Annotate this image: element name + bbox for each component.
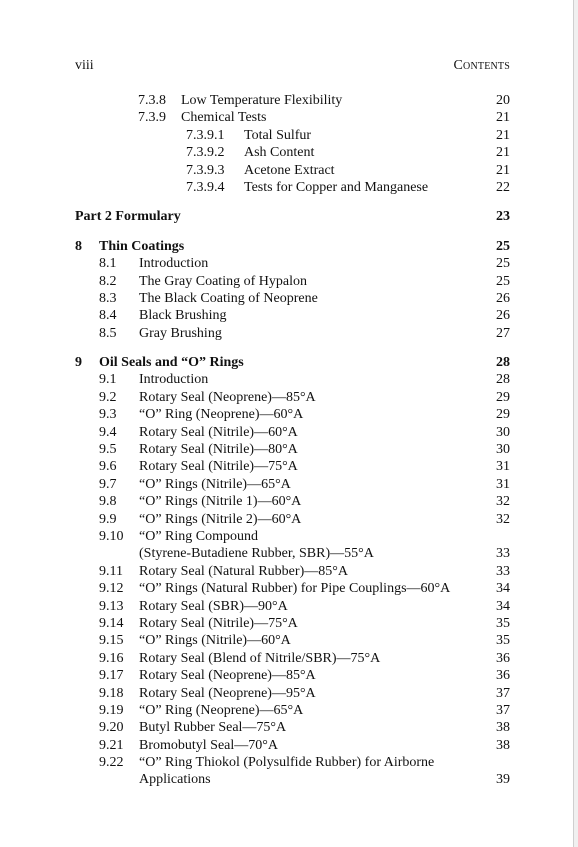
toc-entry (0, 255, 573, 272)
toc-entry (0, 441, 573, 458)
toc-entry (0, 632, 573, 649)
toc-entry-title: The Gray Coating of Hypalon (139, 273, 307, 289)
toc-entry-page: 34 (496, 598, 510, 614)
toc-entry-title: (Styrene-Butadiene Rubber, SBR)—55°A (139, 546, 374, 562)
toc-chapter9-sections (0, 371, 573, 788)
toc-entry (0, 598, 573, 615)
toc-entry-title: Chemical Tests (181, 110, 267, 126)
toc-entry (0, 650, 573, 667)
toc-entry (0, 545, 573, 562)
toc-entry-page: 36 (496, 668, 510, 684)
toc-entry (0, 371, 573, 388)
toc-entry (0, 325, 573, 342)
toc-entry-number: 7.3.9 (138, 110, 166, 126)
toc-entry-page: 33 (496, 563, 510, 579)
toc-entry (0, 290, 573, 307)
toc-entry-number: 8.1 (99, 256, 117, 272)
toc-chapter-heading (0, 354, 573, 371)
toc-entry-number: 9.16 (99, 650, 124, 666)
toc-entry-page: 28 (496, 372, 510, 388)
toc-entry (0, 162, 573, 179)
toc-entry-title: Applications (139, 772, 211, 788)
toc-entry-page: 34 (496, 581, 510, 597)
toc-entry-title: The Black Coating of Neoprene (139, 290, 318, 306)
toc-entry-title: Rotary Seal (Neoprene)—95°A (139, 685, 316, 701)
toc-entry (0, 737, 573, 754)
toc-entry-number: 9.8 (99, 494, 117, 510)
toc-entry-page: 39 (496, 772, 510, 788)
table-of-contents (0, 92, 573, 789)
toc-entry-title: Tests for Copper and Manganese (244, 179, 429, 195)
toc-top-entries (0, 92, 573, 196)
toc-entry (0, 685, 573, 702)
toc-chapter-page: 28 (496, 355, 510, 371)
toc-entry-page: 36 (496, 650, 510, 666)
toc-entry-number: 9.4 (99, 424, 117, 440)
toc-entry-title: Black Brushing (139, 308, 227, 324)
toc-entry-number: 7.3.9.1 (186, 127, 225, 143)
toc-entry-page: 25 (496, 273, 510, 289)
toc-entry-title: Rotary Seal (SBR)—90°A (139, 598, 288, 614)
toc-entry (0, 179, 573, 196)
running-title: Contents (453, 58, 510, 73)
toc-entry-title: Gray Brushing (139, 325, 222, 341)
toc-entry-page: 30 (496, 424, 510, 440)
toc-entry-number: 7.3.9.3 (186, 162, 225, 178)
toc-part-title: Part 2 Formulary (75, 209, 181, 225)
toc-entry-page: 27 (496, 325, 510, 341)
toc-entry-page: 33 (496, 546, 510, 562)
toc-entry (0, 493, 573, 510)
toc-entry (0, 667, 573, 684)
toc-entry-page: 37 (496, 685, 510, 701)
toc-entry-number: 9.6 (99, 459, 117, 475)
toc-entry (0, 511, 573, 528)
toc-entry-title: “O” Rings (Nitrile)—65°A (139, 476, 291, 492)
toc-entry (0, 563, 573, 580)
toc-entry-page: 37 (496, 702, 510, 718)
toc-entry-number: 9.19 (99, 702, 124, 718)
toc-entry (0, 719, 573, 736)
toc-entry-number: 8.3 (99, 290, 117, 306)
toc-entry-number: 9.11 (99, 563, 123, 579)
toc-entry-number: 9.3 (99, 407, 117, 423)
toc-entry-page: 29 (496, 407, 510, 423)
toc-entry (0, 127, 573, 144)
toc-entry (0, 307, 573, 324)
toc-entry-number: 9.15 (99, 633, 124, 649)
toc-entry-number: 9.13 (99, 598, 124, 614)
toc-entry-number: 9.9 (99, 511, 117, 527)
toc-entry (0, 424, 573, 441)
toc-entry-title: Introduction (139, 256, 209, 272)
toc-entry-title: Low Temperature Flexibility (181, 93, 343, 108)
toc-entry-title: Rotary Seal (Natural Rubber)—85°A (139, 563, 348, 579)
toc-entry-title: Rotary Seal (Neoprene)—85°A (139, 389, 316, 405)
toc-chapter-number: 8 (75, 238, 82, 254)
toc-entry (0, 754, 573, 771)
toc-entry-number: 9.21 (99, 737, 124, 753)
toc-entry (0, 528, 573, 545)
toc-entry-number: 8.4 (99, 308, 117, 324)
toc-entry-title: Rotary Seal (Nitrile)—80°A (139, 442, 298, 458)
toc-entry-number: 7.3.8 (138, 93, 166, 108)
toc-entry-page: 21 (496, 162, 510, 178)
toc-entry-title: “O” Ring Compound (139, 528, 258, 544)
toc-entry-page: 29 (496, 389, 510, 405)
toc-entry-page: 35 (496, 633, 510, 649)
toc-entry (0, 144, 573, 161)
toc-entry-page: 38 (496, 720, 510, 736)
toc-entry (0, 273, 573, 290)
toc-chapter-number: 9 (75, 355, 82, 371)
toc-entry (0, 615, 573, 632)
toc-entry-title: Rotary Seal (Neoprene)—85°A (139, 668, 316, 684)
toc-entry-number: 9.17 (99, 668, 124, 684)
toc-entry-title: “O” Rings (Nitrile)—60°A (139, 633, 291, 649)
toc-entry (0, 92, 573, 109)
toc-chapter-heading (0, 238, 573, 255)
toc-entry-title: “O” Ring (Neoprene)—65°A (139, 702, 304, 718)
toc-entry (0, 406, 573, 423)
toc-entry-title: Rotary Seal (Nitrile)—75°A (139, 615, 298, 631)
toc-entry (0, 476, 573, 493)
toc-entry-page: 20 (496, 93, 510, 108)
toc-entry-page: 21 (496, 127, 510, 143)
toc-entry-title: Introduction (139, 372, 209, 388)
toc-entry-page: 35 (496, 615, 510, 631)
toc-entry-page: 26 (496, 308, 510, 324)
toc-entry-page: 25 (496, 256, 510, 272)
toc-entry-number: 9.18 (99, 685, 124, 701)
toc-entry-title: Butyl Rubber Seal—75°A (139, 720, 287, 736)
toc-entry (0, 109, 573, 126)
toc-entry (0, 580, 573, 597)
toc-entry (0, 702, 573, 719)
toc-entry-title: Total Sulfur (244, 127, 312, 143)
toc-entry-title: “O” Ring Thiokol (Polysulfide Rubber) for Airborne (139, 755, 435, 771)
toc-chapter-page: 25 (496, 238, 510, 254)
toc-entry-number: 9.5 (99, 442, 117, 458)
toc-entry-number: 9.1 (99, 372, 117, 388)
toc-entry-number: 9.10 (99, 528, 124, 544)
toc-entry-number: 8.5 (99, 325, 117, 341)
toc-entry-number: 9.7 (99, 476, 117, 492)
toc-entry-page: 21 (496, 110, 510, 126)
toc-entry-title: Rotary Seal (Nitrile)—60°A (139, 424, 298, 440)
toc-entry-page: 21 (496, 145, 510, 161)
toc-entry-page: 22 (496, 179, 510, 195)
toc-entry-title: Ash Content (244, 145, 315, 161)
toc-entry-title: Rotary Seal (Nitrile)—75°A (139, 459, 298, 475)
toc-entry-number: 9.20 (99, 720, 124, 736)
toc-entry (0, 458, 573, 475)
toc-part-page: 23 (496, 209, 510, 225)
toc-entry-title: Bromobutyl Seal—70°A (139, 737, 278, 753)
toc-entry-title: “O” Rings (Natural Rubber) for Pipe Couplings—60°A (139, 581, 451, 597)
toc-entry-number: 9.12 (99, 581, 124, 597)
toc-entry-page: 32 (496, 511, 510, 527)
toc-entry-page: 31 (496, 476, 510, 492)
toc-entry-number: 7.3.9.2 (186, 145, 225, 161)
toc-entry (0, 389, 573, 406)
toc-entry-number: 9.2 (99, 389, 117, 405)
toc-entry-number: 7.3.9.4 (186, 179, 225, 195)
toc-entry-page: 38 (496, 737, 510, 753)
toc-part-heading (0, 208, 573, 225)
toc-chapter-title: Oil Seals and “O” Rings (99, 355, 244, 371)
toc-entry-title: Acetone Extract (244, 162, 335, 178)
toc-entry-page: 30 (496, 442, 510, 458)
toc-entry (0, 771, 573, 788)
toc-entry-page: 31 (496, 459, 510, 475)
toc-entry-page: 26 (496, 290, 510, 306)
toc-chapter8-sections (0, 255, 573, 342)
toc-entry-title: “O” Rings (Nitrile 1)—60°A (139, 494, 302, 510)
toc-entry-title: Rotary Seal (Blend of Nitrile/SBR)—75°A (139, 650, 381, 666)
toc-entry-page: 32 (496, 494, 510, 510)
toc-entry-number: 9.22 (99, 755, 124, 771)
toc-entry-number: 9.14 (99, 615, 124, 631)
toc-entry-title: “O” Ring (Neoprene)—60°A (139, 407, 304, 423)
page-number: viii (75, 58, 94, 73)
toc-entry-number: 8.2 (99, 273, 117, 289)
toc-chapter-title: Thin Coatings (99, 238, 185, 254)
toc-entry-title: “O” Rings (Nitrile 2)—60°A (139, 511, 302, 527)
